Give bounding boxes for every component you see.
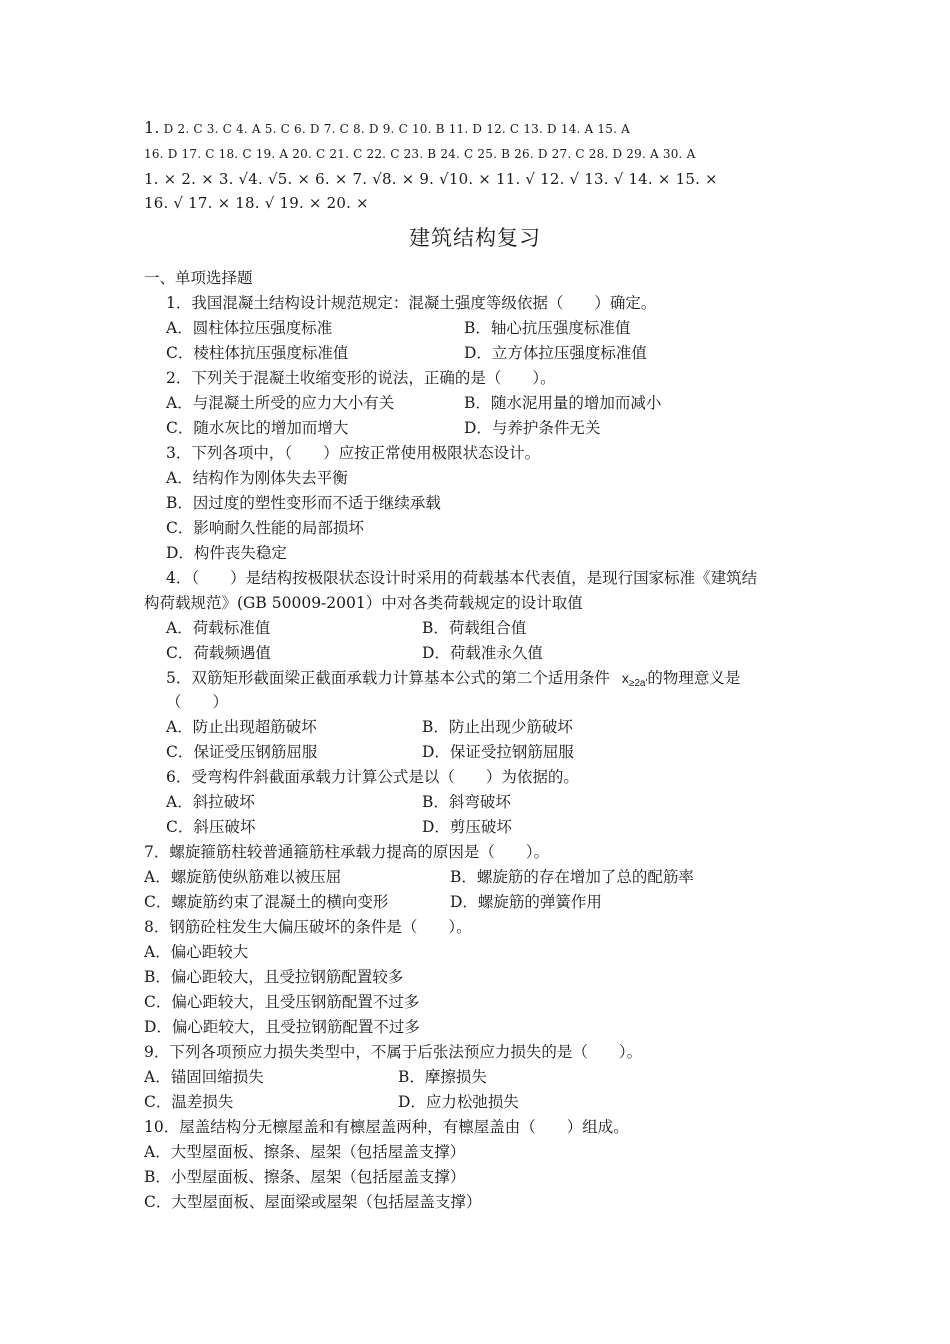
q3-option-d: D．构件丧失稳定 [166, 544, 287, 562]
answer-row-1-text: D 2. C 3. C 4. A 5. C 6. D 7. C 8. D 9. C 10. B 11. D 12. C 13. D 14. A 15. A [159, 122, 631, 136]
q9-option-a: A．锚固回缩损失 [144, 1068, 264, 1086]
q8-option-c: C．偏心距较大，且受压钢筋配置不过多 [144, 993, 420, 1011]
q5-option-c: C．保证受压钢筋屈服 [166, 743, 318, 761]
formula [621, 670, 648, 689]
q2-option-b: B．随水泥用量的增加而减小 [464, 394, 662, 412]
q6-option-d: D．剪压破坏 [422, 818, 512, 836]
q6-option-c: C．斜压破坏 [166, 818, 256, 836]
question-5-text: 5．双筋矩形截面梁正截面承载力计算基本公式的第二个适用条件 [166, 669, 610, 687]
q9-option-b: B．摩擦损失 [398, 1068, 487, 1086]
question-6: 6．受弯构件斜截面承载力计算公式是以（ ）为依据的。 [166, 768, 579, 786]
q7-option-d: D．螺旋筋的弹簧作用 [450, 893, 602, 911]
question-9: 9．下列各项预应力损失类型中，不属于后张法预应力损失的是（ ）。 [144, 1043, 643, 1061]
q3-option-c: C．影响耐久性能的局部损坏 [166, 519, 364, 537]
q3-option-a: A．结构作为刚体失去平衡 [166, 469, 348, 487]
answer-row-4: 16. √ 17. × 18. √ 19. × 20. × [144, 194, 369, 212]
document-title: 建筑结构复习 [409, 226, 541, 250]
q2-option-c: C．随水灰比的增加而增大 [166, 419, 349, 437]
q8-option-b: B．偏心距较大，且受拉钢筋配置较多 [144, 968, 404, 986]
question-10: 10．屋盖结构分无檩屋盖和有檩屋盖两种，有檩屋盖由（ ）组成。 [144, 1118, 629, 1136]
formula-var: x [621, 670, 629, 686]
q10-option-c: C．大型屋面板、屋面梁或屋架（包括屋盖支撑） [144, 1193, 482, 1211]
q5-option-d: D．保证受拉钢筋屈服 [422, 743, 574, 761]
q5-option-b: B．防止出现少筋破坏 [422, 718, 573, 736]
q2-option-a: A．与混凝土所受的应力大小有关 [166, 394, 395, 412]
q6-option-a: A．斜拉破坏 [166, 793, 255, 811]
q4-option-c: C．荷载频遇值 [166, 644, 271, 662]
q8-option-a: A．偏心距较大 [144, 943, 249, 961]
question-4-cont: 构荷载规范》(GB 50009-2001）中对各类荷载规定的设计取值 [144, 594, 583, 612]
q4-option-a: A．荷载标准值 [166, 619, 271, 637]
formula-subscript: ≥2a' [628, 678, 648, 689]
q7-option-b: B．螺旋筋的存在增加了总的配筋率 [450, 868, 694, 886]
question-7: 7．螺旋箍筋柱较普通箍筋柱承载力提高的原因是（ ）。 [144, 843, 550, 861]
q1-option-a: A．圆柱体拉压强度标准 [166, 319, 333, 337]
question-5-blank: （ ） [166, 693, 229, 711]
q9-option-d: D．应力松弛损失 [398, 1093, 519, 1111]
q1-option-b: B．轴心抗压强度标准值 [464, 319, 631, 337]
section-heading: 一、单项选择题 [144, 269, 253, 287]
answer-row-3: 1. × 2. × 3. √4. √5. × 6. × 7. √8. × 9. √10. × 11. √ 12. √ 13. √ 14. × 15. × [144, 170, 718, 188]
q8-option-d: D．偏心距较大，且受拉钢筋配置不过多 [144, 1018, 420, 1036]
q6-option-b: B．斜弯破坏 [422, 793, 511, 811]
question-3: 3．下列各项中，（ ）应按正常使用极限状态设计。 [166, 444, 541, 462]
q4-option-b: B．荷载组合值 [422, 619, 527, 637]
answer-row-1-prefix: 1. [144, 118, 160, 137]
q4-option-d: D．荷载准永久值 [422, 644, 543, 662]
question-4: 4．（ ）是结构按极限状态设计时采用的荷载基本代表值，是现行国家标准《建筑结 [166, 569, 758, 587]
question-5-text-end: 的物理意义是 [647, 669, 741, 687]
question-1: 1．我国混凝土结构设计规范规定：混凝土强度等级依据（ ）确定。 [166, 294, 657, 312]
question-8: 8．钢筋砼柱发生大偏压破坏的条件是（ ）。 [144, 918, 472, 936]
question-2: 2．下列关于混凝土收缩变形的说法，正确的是（ ）。 [166, 369, 556, 387]
q10-option-b: B．小型屋面板、擦条、屋架（包括屋盖支撑） [144, 1168, 466, 1186]
q9-option-c: C．温差损失 [144, 1093, 234, 1111]
q5-option-a: A．防止出现超筋破坏 [166, 718, 317, 736]
question-5 [166, 668, 740, 694]
q2-option-d: D．与养护条件无关 [464, 419, 601, 437]
q3-option-b: B．因过度的塑性变形而不适于继续承载 [166, 494, 441, 512]
q7-option-c: C．螺旋筋约束了混凝土的横向变形 [144, 893, 389, 911]
q1-option-d: D．立方体拉压强度标准值 [464, 344, 647, 362]
q10-option-a: A．大型屋面板、擦条、屋架（包括屋盖支撑） [144, 1143, 466, 1161]
answer-row-1 [144, 118, 630, 137]
answer-row-2: 16. D 17. C 18. C 19. A 20. C 21. C 22. C 23. B 24. C 25. B 26. D 27. C 28. D 29. A 30. A [144, 147, 696, 161]
q7-option-a: A．螺旋筋使纵筋难以被压屈 [144, 868, 342, 886]
q1-option-c: C．棱柱体抗压强度标准值 [166, 344, 349, 362]
